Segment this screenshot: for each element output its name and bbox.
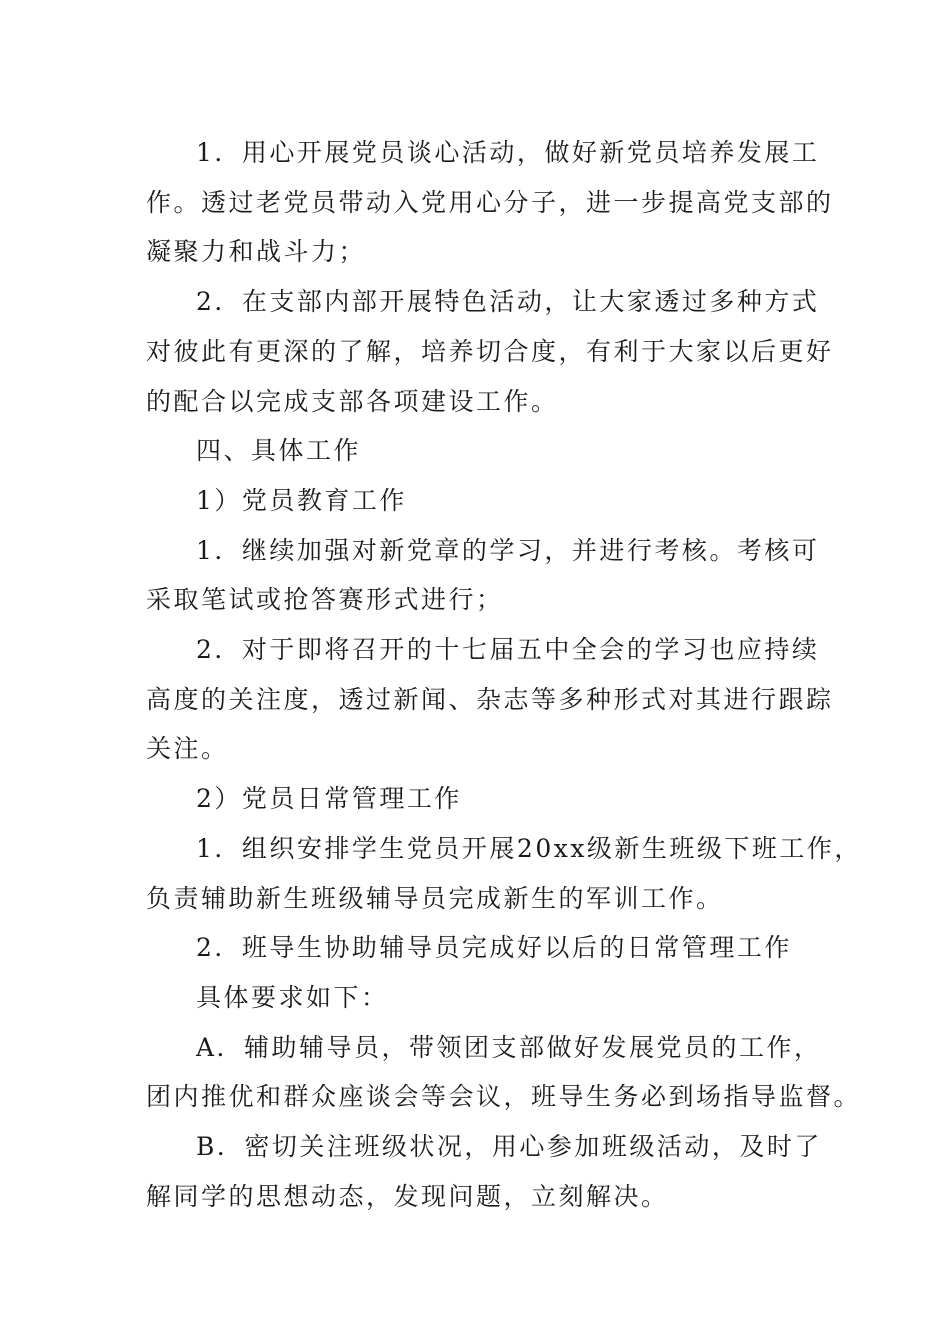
text-line: 1．用心开展党员谈心活动，做好新党员培养发展工 [196,138,820,167]
text-line: 高度的关注度，透过新闻、杂志等多种形式对其进行跟踪 [146,684,834,714]
text-line: 2．在支部内部开展特色活动，让大家透过多种方式 [196,287,820,317]
text-line: 1．组织安排学生党员开展20xx级新生班级下班工作， [196,833,862,863]
text-line: 的配合以完成支部各项建设工作。 [146,386,559,416]
text-line: 关注。 [146,734,229,764]
text-line: 2．班导生协助辅导员完成好以后的日常管理工作 [196,933,792,963]
text-line: 作。透过老党员带动入党用心分子，进一步提高党支部的 [146,187,834,217]
text-line: 1．继续加强对新党章的学习，并进行考核。考核可 [196,535,820,565]
text-line: 解同学的思想动态，发现问题，立刻解决。 [146,1181,669,1211]
text-line: 采取笔试或抢答赛形式进行； [146,585,504,615]
section-heading: 四、具体工作 [196,436,362,466]
document-body [146,128,862,1221]
subsection-heading: 1）党员教育工作 [196,485,407,515]
text-line: 2．对于即将召开的十七届五中全会的学习也应持续 [196,635,820,665]
text-line: 负责辅助新生班级辅导员完成新生的军训工作。 [146,883,724,913]
text-line: 团内推优和群众座谈会等会议，班导生务必到场指导监督。 [146,1082,862,1112]
subsection-heading: 2）党员日常管理工作 [196,784,462,814]
text-line: B．密切关注班级状况，用心参加班级活动，及时了 [196,1132,822,1162]
text-line: 对彼此有更深的了解，培养切合度，有利于大家以后更好 [146,336,834,366]
text-line: 具体要求如下： [196,982,389,1012]
text-line: 凝聚力和战斗力； [146,237,367,267]
text-line: A．辅助辅导员，带领团支部做好发展党员的工作， [196,1032,822,1062]
